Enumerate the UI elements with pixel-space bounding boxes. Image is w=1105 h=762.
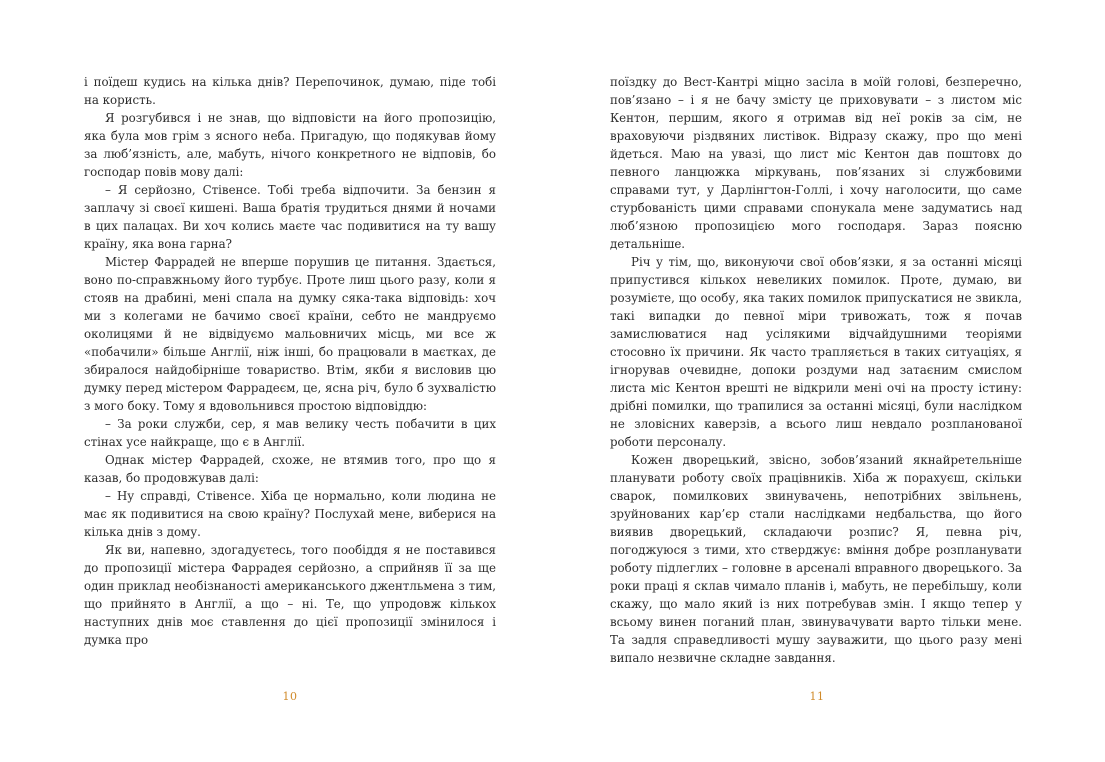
paragraph: Однак містер Фаррадей, схоже, не втямив того, про що я казав, бо продовжував далі: [84, 453, 496, 485]
page-number-right: 11 [809, 690, 825, 703]
paragraph: – Я серйозно, Стівенсе. Тобі треба відпочити. За бензин я заплачу зі своєї кишені. Ваша братія трудиться днями й ночами в цих палацах. Ви хоч колись маєте час подивитися на ту вашу країну, яка вона гарна? [84, 183, 496, 251]
left-page [84, 73, 496, 649]
right-page [610, 73, 1022, 667]
paragraph: Містер Фаррадей не вперше порушив це питання. Здається, воно по-справжньому його турбує. Проте лиш цього разу, коли я стояв на драбині, мені спала на думку сяка-така відповідь: хоч ми з колегами не бачимо своєї країни, себто не мандруємо околицями й не відвідуємо мальовничих місць, ми все ж «побачили» більше Англії, ніж інші, бо працювали в маєтках, де збиралося найдобірніше товариство. Втім, якби я висловив цю думку перед містером Фаррадеєм, це, ясна річ, було б зухвалістю з мого боку. Тому я вдовольнився простою відповіддю: [84, 255, 496, 413]
page-number-left: 10 [282, 690, 298, 703]
paragraph: і поїдеш кудись на кілька днів? Перепочинок, думаю, піде тобі на користь. [84, 75, 496, 107]
paragraph: Кожен дворецький, звісно, зобов’язаний якнайретельніше планувати роботу своїх працівників. Хіба ж порахуєш, скільки сварок, помилкових звинувачень, непотрібних звільнень, зруйнованих кар’єр стали наслідками недбальства, що його виявив дворецький, складаючи розпис? Я, певна річ, погоджуюся з тими, хто стверджує: вміння добре розпланувати роботу підлеглих – головне в арсеналі вправного дворецького. За роки праці я склав чимало планів і, мабуть, не перебільшу, коли скажу, що мало який із них потребував змін. І якщо тепер у всьому винен поганий план, звинувачувати варто тільки мене. Та задля справедливості мушу зауважити, що цього разу мені випало незвичне складне завдання. [610, 453, 1022, 665]
paragraph: – За роки служби, сер, я мав велику честь побачити в цих стінах усе найкраще, що є в Англії. [84, 417, 496, 449]
paragraph: Річ у тім, що, виконуючи свої обов’язки, я за останні місяці припустився кількох невеликих помилок. Проте, думаю, ви розумієте, що особу, яка таких помилок припускатися не звикла, такі випадки до певної міри тривожать, тож я почав замислюватися над усілякими відчайдушними теоріями стосовно їх причини. Як часто трапляється в таких ситуаціях, я ігнорував очевидне, допоки роздуми над затаєним смислом листа міс Кентон врешті не відкрили мені очі на просту істину: дрібні помилки, що трапилися за останні місяці, були наслідком не зловісних каверзів, а всього лиш невдало розпланованої роботи персоналу. [610, 255, 1022, 449]
paragraph: – Ну справді, Стівенсе. Хіба це нормально, коли людина не має як подивитися на свою країну? Послухай мене, виберися на кілька днів з дому. [84, 489, 496, 539]
left-page-text [84, 73, 496, 649]
paragraph: Як ви, напевно, здогадуєтесь, того пообіддя я не поставився до пропозиції містера Фаррадея серйозно, а сприйняв її за ще один приклад необізнаності американського джентльмена з тим, що прийнято в Англії, а що – ні. Те, що упродовж кількох наступних днів моє ставлення до цієї пропозиції змінилося і думка про [84, 543, 496, 647]
paragraph: поїздку до Вест-Кантрі міцно засіла в моїй голові, безперечно, пов’язано – і я не бачу змісту це приховувати – з листом міс Кентон, першим, якого я отримав від неї років за сім, не враховуючи різдвяних листівок. Відразу скажу, про що мені йдеться. Маю на увазі, що лист міс Кентон дав поштовх до певного ланцюжка міркувань, пов’язаних зі службовими справами тут, у Дарлінгтон-Голлі, і хочу наголосити, що саме стурбованість цими справами спонукала мене задуматись над люб’язною пропозицією мого господаря. Зараз поясню детальніше. [610, 75, 1022, 251]
right-page-text [610, 73, 1022, 667]
paragraph: Я розгубився і не знав, що відповісти на його пропозицію, яка була мов грім з ясного неба. Пригадую, що подякував йому за люб’язність, але, мабуть, нічого конкретного не відповів, бо господар повів мову далі: [84, 111, 496, 179]
